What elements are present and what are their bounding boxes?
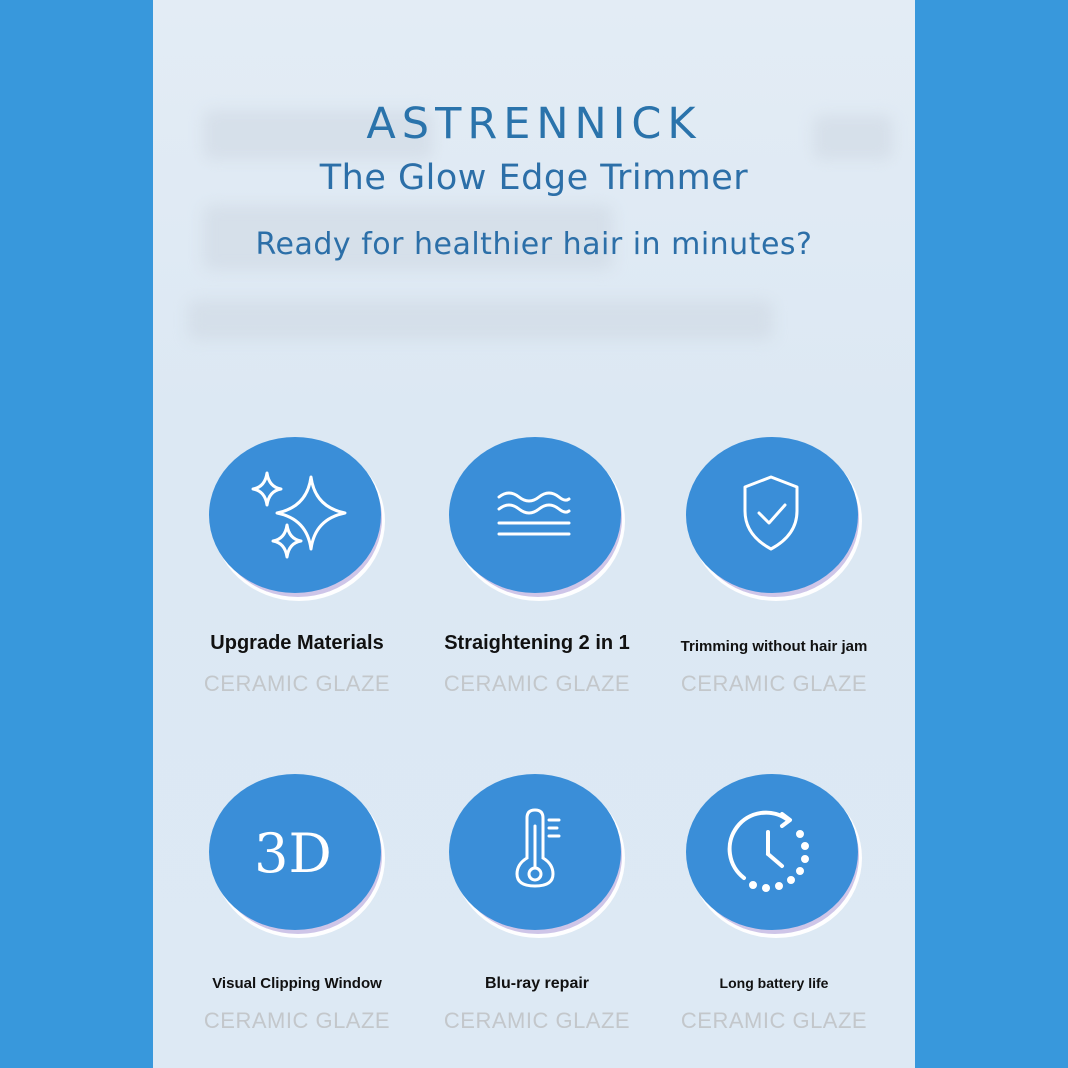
feature-title: Blu-ray repair — [484, 975, 590, 992]
feature-straightening — [417, 425, 657, 725]
feature-trimming — [654, 425, 894, 725]
feature-visual-clipping-window — [177, 762, 417, 1062]
feature-subtitle: CERAMIC GLAZE — [443, 1008, 631, 1033]
feature-title: Visual Clipping Window — [212, 975, 382, 992]
feature-disc — [207, 762, 387, 942]
feature-subtitle: CERAMIC GLAZE — [203, 1008, 391, 1033]
feature-title: Upgrade Materials — [210, 632, 384, 654]
feature-subtitle: CERAMIC GLAZE — [203, 671, 391, 696]
brand-logo: ASTRENNICK — [366, 99, 702, 149]
feature-subtitle: CERAMIC GLAZE — [680, 1008, 868, 1033]
feature-disc — [684, 762, 864, 942]
3d-icon: 3D — [254, 822, 332, 885]
product-panel — [153, 0, 915, 1068]
feature-title: Trimming without hair jam — [680, 638, 868, 655]
feature-disc — [447, 762, 627, 942]
tagline: Ready for healthier hair in minutes? — [255, 227, 813, 262]
feature-disc — [207, 425, 387, 605]
blurred-background-text — [188, 300, 773, 340]
feature-title: Straightening 2 in 1 — [444, 632, 630, 654]
feature-disc — [447, 425, 627, 605]
product-subtitle: The Glow Edge Trimmer — [319, 158, 749, 198]
feature-subtitle: CERAMIC GLAZE — [680, 671, 868, 696]
feature-upgrade-materials — [177, 425, 417, 725]
feature-disc — [684, 425, 864, 605]
feature-title: Long battery life — [719, 975, 829, 991]
feature-subtitle: CERAMIC GLAZE — [443, 671, 631, 696]
feature-long-battery-life — [654, 762, 894, 1062]
feature-blu-ray-repair — [417, 762, 657, 1062]
